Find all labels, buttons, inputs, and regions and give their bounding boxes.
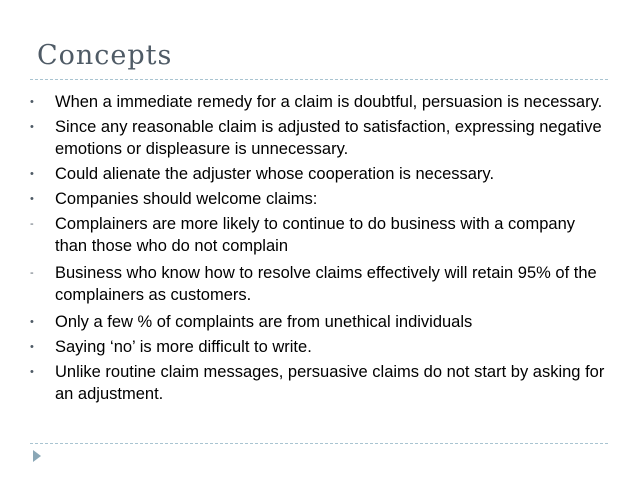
bullet-text: Complainers are more likely to continue to do business with a company than those who do not complain (55, 215, 576, 255)
bullet-item (30, 91, 605, 113)
sub-bullet-item (30, 262, 605, 306)
bullet-item (30, 336, 605, 358)
bullet-text: Since any reasonable claim is adjusted to satisfaction, expressing negative emotions or displeasure is unnecessary. (55, 118, 602, 158)
bullet-marker: • (30, 316, 34, 328)
bullet-item (30, 116, 605, 160)
bullet-marker: • (30, 341, 34, 353)
bullet-text: Only a few % of complaints are from unethical individuals (55, 313, 473, 331)
bullet-item (30, 361, 605, 405)
title-divider (30, 79, 608, 80)
bullet-item (30, 311, 605, 333)
bullet-text: Companies should welcome claims: (55, 190, 318, 208)
bullet-item (30, 163, 605, 185)
bullet-text: When a immediate remedy for a claim is doubtful, persuasion is necessary. (55, 93, 603, 111)
bullet-marker: • (30, 193, 34, 205)
bullet-marker: • (30, 96, 34, 108)
bullet-list (30, 91, 605, 408)
bullet-marker: • (30, 121, 34, 133)
bullet-marker: • (30, 168, 34, 180)
bullet-text: Could alienate the adjuster whose cooperation is necessary. (55, 165, 495, 183)
bullet-marker: • (30, 366, 34, 378)
sub-bullet-item (30, 213, 605, 257)
triangle-icon (33, 450, 41, 462)
dash-marker: - (30, 267, 34, 279)
bullet-text: Saying ‘no’ is more difficult to write. (55, 338, 312, 356)
footer-divider (30, 443, 608, 444)
slide-title: Concepts (37, 40, 173, 71)
bullet-text: Unlike routine claim messages, persuasive claims do not start by asking for an adjustment. (55, 363, 605, 403)
bullet-text: Business who know how to resolve claims effectively will retain 95% of the complainers as customers. (55, 264, 597, 304)
bullet-item (30, 188, 605, 210)
dash-marker: - (30, 218, 34, 230)
